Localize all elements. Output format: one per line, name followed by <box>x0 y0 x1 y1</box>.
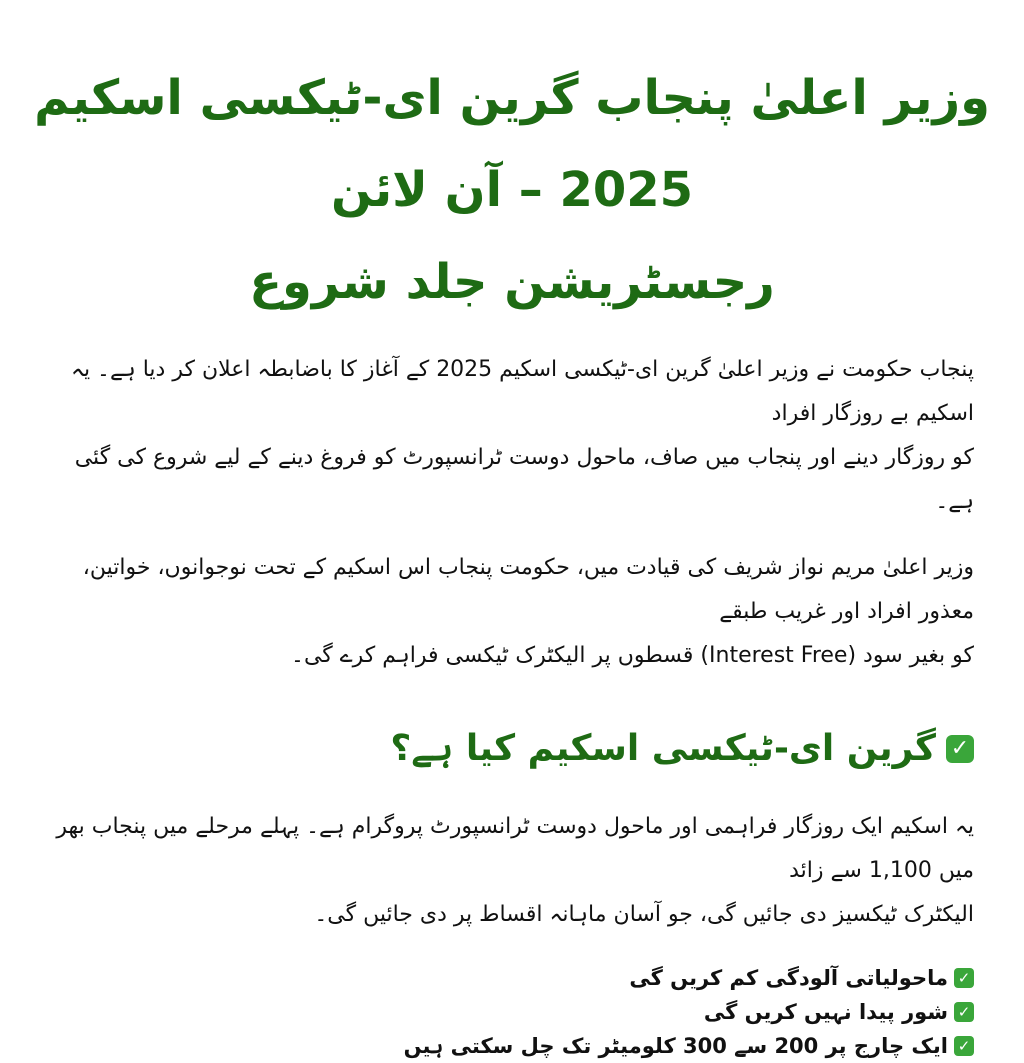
benefit-item <box>30 1029 974 1063</box>
section-heading <box>30 728 994 769</box>
benefit-item <box>30 961 974 995</box>
intro-line-2: کو روزگار دینے اور پنجاب میں صاف، ماحول دوست ٹرانسپورٹ کو فروغ دینے کے لیے شروع کی گئی ہے۔ <box>74 445 974 514</box>
check-mark-icon: ✓ <box>954 1036 974 1056</box>
intro-line-1: پنجاب حکومت نے وزیر اعلیٰ گرین ای-ٹیکسی اسکیم 2025 کے آغاز کا باضابطہ اعلان کر دیا ہے۔ یہ اسکیم بے روزگار افراد <box>71 357 974 426</box>
section-paragraph <box>30 805 994 937</box>
benefits-list <box>30 961 994 1063</box>
benefit-text: شور پیدا نہیں کریں گی <box>703 1000 948 1024</box>
leadership-line-1: وزیر اعلیٰ مریم نواز شریف کی قیادت میں، حکومت پنجاب اس اسکیم کے تحت نوجوانوں، خواتین، معذور افراد اور غریب طبقے <box>82 555 974 624</box>
title-line-2: رجسٹریشن جلد شروع <box>249 254 775 310</box>
title-line-1: وزیر اعلیٰ پنجاب گرین ای-ٹیکسی اسکیم 2025 – آن لائن <box>34 70 990 218</box>
section-line-2: الیکٹرک ٹیکسیز دی جائیں گی، جو آسان ماہانہ اقساط پر دی جائیں گی۔ <box>314 902 974 927</box>
leadership-paragraph <box>30 546 994 678</box>
section-line-1: یہ اسکیم ایک روزگار فراہمی اور ماحول دوست ٹرانسپورٹ پروگرام ہے۔ پہلے مرحلے میں پنجاب بھر میں 1,100 سے زائد <box>56 814 974 883</box>
article-title <box>30 0 994 328</box>
check-mark-icon: ✓ <box>946 735 974 763</box>
benefit-text: ماحولیاتی آلودگی کم کریں گی <box>629 966 948 990</box>
leadership-line-2: کو بغیر سود (Interest Free) قسطوں پر الیکٹرک ٹیکسی فراہم کرے گی۔ <box>291 643 974 668</box>
check-mark-icon: ✓ <box>954 968 974 988</box>
intro-paragraph <box>30 348 994 524</box>
section-heading-text: گرین ای-ٹیکسی اسکیم کیا ہے؟ <box>390 728 936 769</box>
benefit-text: ایک چارج پر 200 سے 300 کلومیٹر تک چل سکتی ہیں <box>403 1034 948 1058</box>
check-mark-icon: ✓ <box>954 1002 974 1022</box>
benefit-item <box>30 995 974 1029</box>
